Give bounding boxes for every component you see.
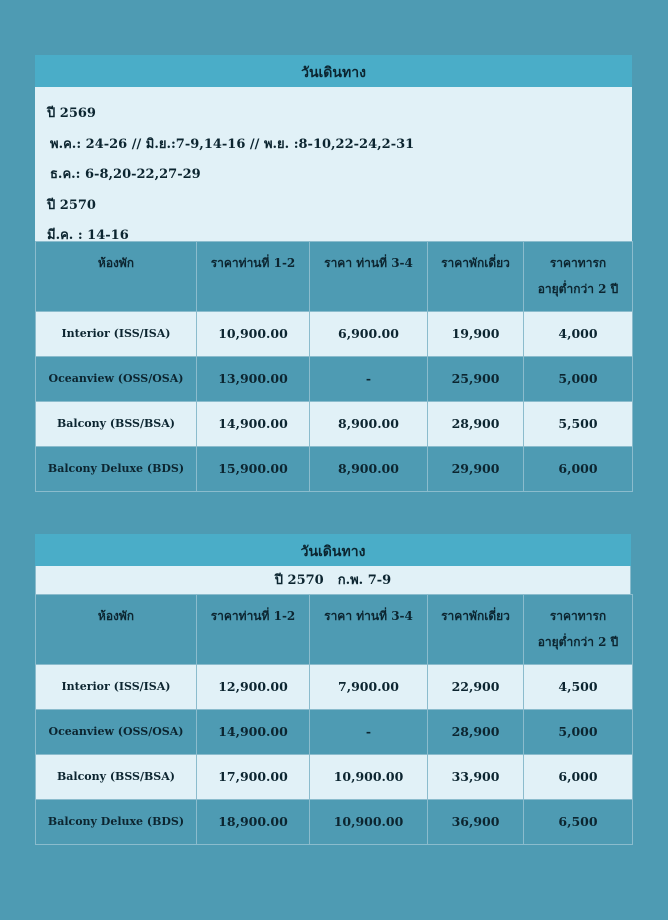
room-type: Balcony Deluxe (BDS) xyxy=(36,447,197,492)
header-infant-line1: ราคาทารก xyxy=(549,256,607,270)
price-table-2 xyxy=(35,594,633,845)
year-2570-label: ปี 2570 xyxy=(47,197,96,213)
travel-dates-box xyxy=(35,87,632,241)
header-price-3-4: ราคา ท่านที่ 3-4 xyxy=(310,595,428,665)
price-section-1 xyxy=(35,55,632,492)
room-type: Balcony Deluxe (BDS) xyxy=(36,800,197,845)
price-single: 28,900 xyxy=(428,402,524,447)
table-row xyxy=(36,402,633,447)
header-infant-line2: อายุต่ำกว่า 2 ปี xyxy=(537,282,619,296)
table-row xyxy=(36,312,633,357)
price-3-4: 8,900.00 xyxy=(310,447,428,492)
room-type: Balcony (BSS/BSA) xyxy=(36,402,197,447)
price-infant: 5,000 xyxy=(524,357,633,402)
price-table-1 xyxy=(35,241,633,492)
price-1-2: 12,900.00 xyxy=(197,665,310,710)
header-price-3-4: ราคา ท่านที่ 3-4 xyxy=(310,242,428,312)
header-price-1-2: ราคาท่านที่ 1-2 xyxy=(197,242,310,312)
price-3-4: - xyxy=(310,357,428,402)
price-1-2: 13,900.00 xyxy=(197,357,310,402)
table-header-row xyxy=(36,242,633,312)
header-single: ราคาพักเดี่ยว xyxy=(428,595,524,665)
header-infant-line2: อายุต่ำกว่า 2 ปี xyxy=(537,635,619,649)
month-dates-label: ก.พ. 7-9 xyxy=(337,573,392,588)
price-single: 19,900 xyxy=(428,312,524,357)
travel-date-bar xyxy=(35,566,631,594)
price-single: 33,900 xyxy=(428,755,524,800)
price-3-4: 6,900.00 xyxy=(310,312,428,357)
table-row xyxy=(36,710,633,755)
price-infant: 5,500 xyxy=(524,402,633,447)
dates-line-3: มี.ค. : 14-16 xyxy=(47,228,129,243)
price-3-4: - xyxy=(310,710,428,755)
price-infant: 4,500 xyxy=(524,665,633,710)
price-single: 28,900 xyxy=(428,710,524,755)
price-single: 22,900 xyxy=(428,665,524,710)
header-price-1-2: ราคาท่านที่ 1-2 xyxy=(197,595,310,665)
header-infant xyxy=(524,242,633,312)
price-3-4: 10,900.00 xyxy=(310,800,428,845)
section-title: วันเดินทาง xyxy=(35,534,631,566)
price-infant: 4,000 xyxy=(524,312,633,357)
price-infant: 6,000 xyxy=(524,755,633,800)
room-type: Oceanview (OSS/OSA) xyxy=(36,357,197,402)
table-row xyxy=(36,665,633,710)
price-1-2: 18,900.00 xyxy=(197,800,310,845)
table-header-row xyxy=(36,595,633,665)
year-2569-label: ปี 2569 xyxy=(47,106,96,121)
header-infant-line1: ราคาทารก xyxy=(549,609,607,623)
price-1-2: 14,900.00 xyxy=(197,710,310,755)
room-type: Oceanview (OSS/OSA) xyxy=(36,710,197,755)
price-3-4: 8,900.00 xyxy=(310,402,428,447)
section-title: วันเดินทาง xyxy=(35,55,632,87)
room-type: Balcony (BSS/BSA) xyxy=(36,755,197,800)
table-row xyxy=(36,755,633,800)
price-1-2: 15,900.00 xyxy=(197,447,310,492)
dates-line-2: ธ.ค.: 6-8,20-22,27-29 xyxy=(50,167,201,182)
price-3-4: 7,900.00 xyxy=(310,665,428,710)
table-row xyxy=(36,357,633,402)
price-infant: 6,000 xyxy=(524,447,633,492)
year-label: ปี 2570 xyxy=(274,573,324,588)
room-type: Interior (ISS/ISA) xyxy=(36,312,197,357)
price-single: 36,900 xyxy=(428,800,524,845)
price-1-2: 10,900.00 xyxy=(197,312,310,357)
price-single: 29,900 xyxy=(428,447,524,492)
table-row xyxy=(36,800,633,845)
header-room: ห้องพัก xyxy=(36,242,197,312)
price-infant: 5,000 xyxy=(524,710,633,755)
header-infant xyxy=(524,595,633,665)
price-1-2: 17,900.00 xyxy=(197,755,310,800)
price-single: 25,900 xyxy=(428,357,524,402)
price-3-4: 10,900.00 xyxy=(310,755,428,800)
room-type: Interior (ISS/ISA) xyxy=(36,665,197,710)
price-infant: 6,500 xyxy=(524,800,633,845)
table-row xyxy=(36,447,633,492)
dates-line-1: พ.ค.: 24-26 // มิ.ย.:7-9,14-16 // พ.ย. :8-10,22-24,2-31 xyxy=(50,136,415,152)
header-room: ห้องพัก xyxy=(36,595,197,665)
header-single: ราคาพักเดี่ยว xyxy=(428,242,524,312)
price-1-2: 14,900.00 xyxy=(197,402,310,447)
price-section-2 xyxy=(35,534,631,845)
